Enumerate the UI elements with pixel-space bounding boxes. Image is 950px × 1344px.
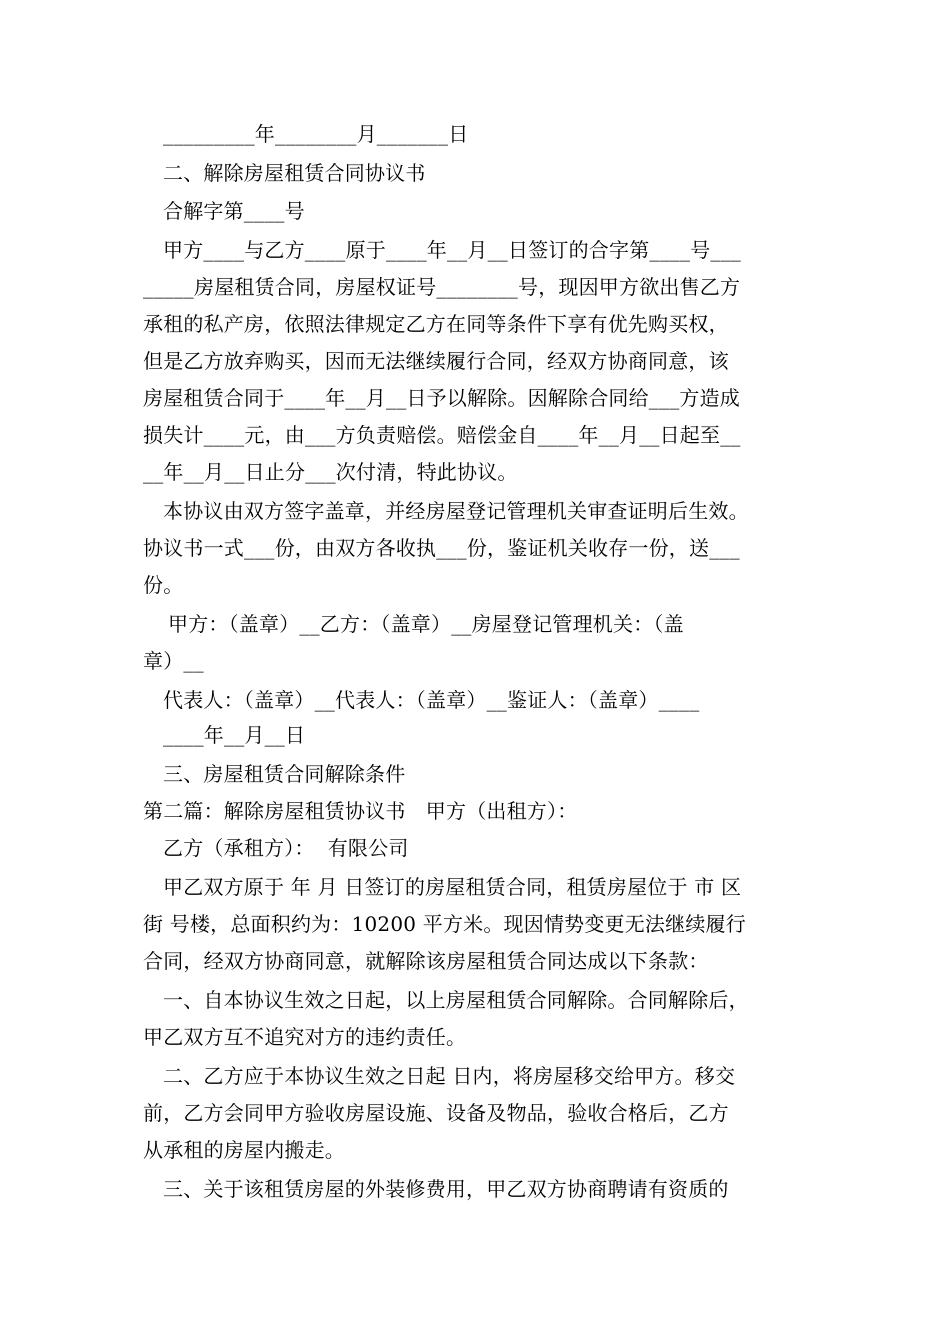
paragraph-line: 份。 xyxy=(143,573,184,597)
section-heading: 二、解除房屋租赁合同协议书 xyxy=(163,161,426,185)
paragraph-line: 甲乙双方原于 年 月 日签订的房屋租赁合同，租赁房屋位于 市 区 xyxy=(163,875,742,899)
paragraph-line: __年__月__日止分___次付清，特此协议。 xyxy=(143,460,518,484)
clause-line: 从承租的房屋内搬走。 xyxy=(143,1138,345,1162)
paragraph-line: _____房屋租赁合同，房屋权证号________号，现因甲方欲出售乙方 xyxy=(143,275,741,299)
clause-line: 二、乙方应于本协议生效之日起 日内，将房屋移交给甲方。移交 xyxy=(163,1064,736,1088)
party-line: 乙方（承租方）： 有限公司 xyxy=(163,836,409,860)
chapter-heading: 第二篇：解除房屋租赁协议书 甲方（出租方）： xyxy=(143,799,578,823)
signature-line: 甲方：（盖章）__乙方：（盖章）__房屋登记管理机关：（盖 xyxy=(168,612,684,636)
paragraph-line: 合同，经双方协商同意，就解除该房屋租赁合同达成以下条款： xyxy=(143,949,709,973)
paragraph-line: 但是乙方放弃购买，因而无法继续履行合同，经双方协商同意，该 xyxy=(143,349,729,373)
paragraph-line: 房屋租赁合同于____年__月__日予以解除。因解除合同给___方造成 xyxy=(143,386,740,410)
date-line: _________年________月_______日 xyxy=(163,122,469,146)
paragraph-line: 街 号楼，总面积约为：10200 平方米。现因情势变更无法继续履行 xyxy=(143,912,746,936)
date-line: ____年__月__日 xyxy=(163,723,306,747)
signature-line: 代表人：（盖章）__代表人：（盖章）__鉴证人：（盖章）____ xyxy=(163,688,700,712)
clause-line: 前，乙方会同甲方验收房屋设施、设备及物品，验收合格后，乙方 xyxy=(143,1101,729,1125)
clause-line: 一、自本协议生效之日起，以上房屋租赁合同解除。合同解除后， xyxy=(163,988,749,1012)
paragraph-line: 承租的私产房，依照法律规定乙方在同等条件下享有优先购买权， xyxy=(143,312,729,336)
paragraph-line: 协议书一式___份，由双方各收执___份，鉴证机关收存一份，送___ xyxy=(143,536,740,560)
paragraph-line: 本协议由双方签字盖章，并经房屋登记管理机关审查证明后生效。 xyxy=(163,499,749,523)
clause-line: 甲乙双方互不追究对方的违约责任。 xyxy=(143,1025,467,1049)
section-heading: 三、房屋租赁合同解除条件 xyxy=(163,762,406,786)
clause-line: 三、关于该租赁房屋的外装修费用，甲乙双方协商聘请有资质的 xyxy=(163,1177,729,1201)
signature-line: 章）__ xyxy=(143,649,204,673)
paragraph-line: 甲方____与乙方____原于____年__月__日签订的合字第____号___ xyxy=(163,238,741,262)
paragraph-line: 损失计____元，由___方负责赔偿。赔偿金自____年__月__日起至__ xyxy=(143,423,741,447)
agreement-number-line: 合解字第____号 xyxy=(163,199,305,223)
